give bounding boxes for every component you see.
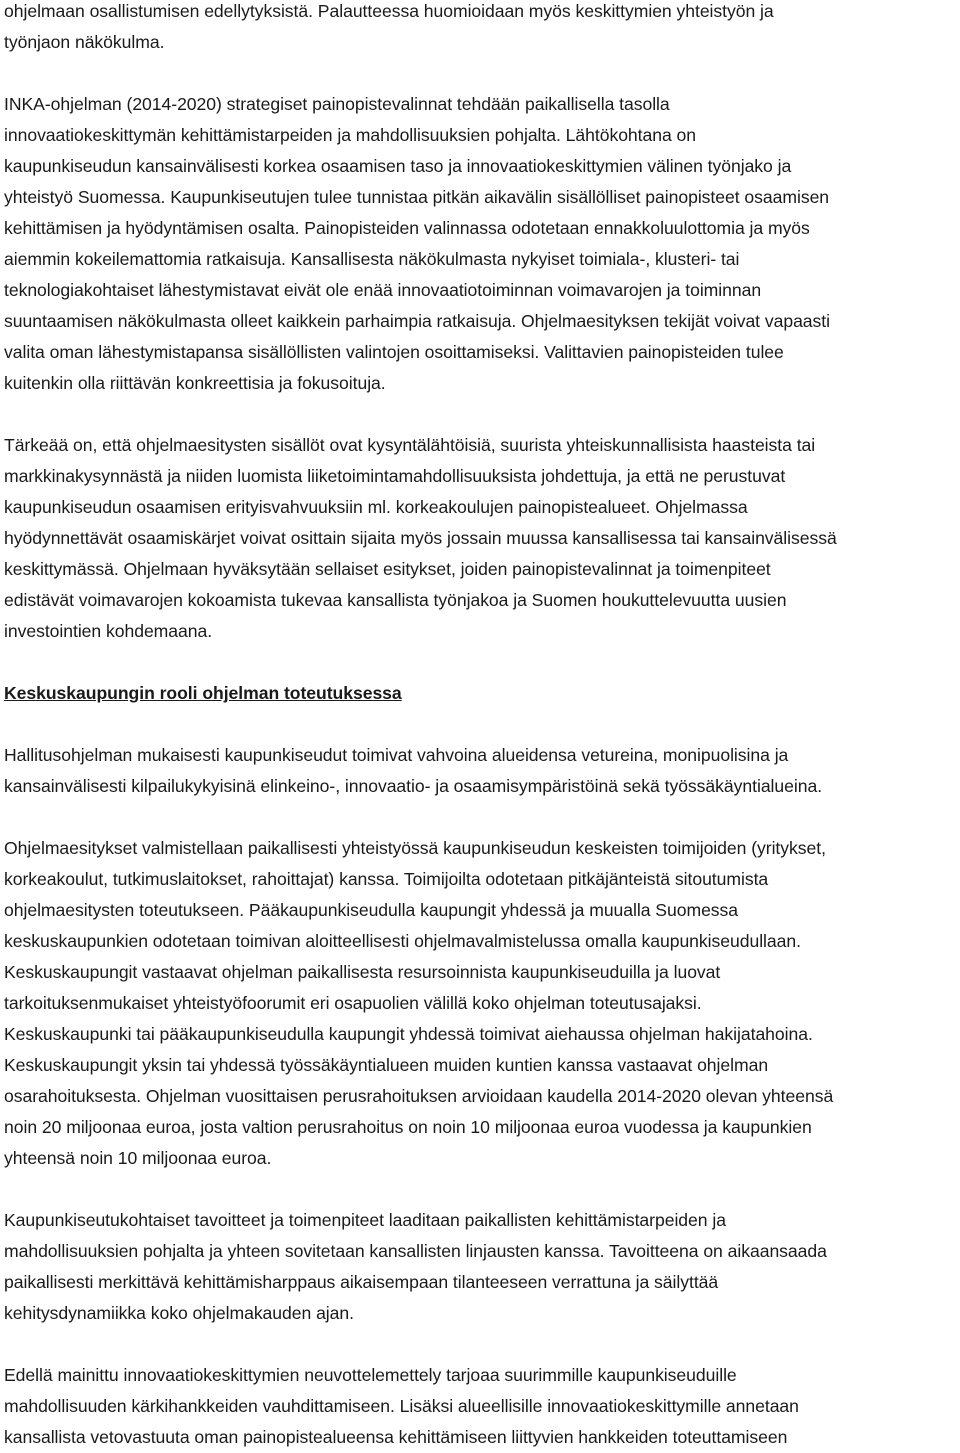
text-line: kaupunkiseudun osaamisen erityisvahvuuksiin ml. korkeakoulujen painopistealueet. Ohjelmassa — [4, 497, 748, 517]
text-line: keskittymässä. Ohjelmaan hyväksytään sellaiset esitykset, joiden painopistevalinnat ja toimenpiteet — [4, 559, 771, 579]
paragraph-3 — [4, 430, 956, 647]
text-line: Keskuskaupungit yksin tai yhdessä työssäkäyntialueen muiden kuntien kanssa vastaavat ohjelman — [4, 1055, 769, 1075]
text-line: edistävät voimavarojen kokoamista tukevaa kansallista työnjakoa ja Suomen houkuttelevuutta uusien — [4, 590, 787, 610]
text-line: paikallisesti merkittävä kehittämisharppaus aikaisempaan tilanteeseen verrattuna ja säilyttää — [4, 1272, 719, 1292]
text-line: noin 20 miljoonaa euroa, josta valtion perusrahoitus on noin 10 miljoonaa euroa vuodessa ja kaupunkien — [4, 1117, 812, 1137]
text-line: mahdollisuuden kärkihankkeiden vauhdittamiseen. Lisäksi alueellisille innovaatiokeskittymille annetaan — [4, 1396, 799, 1416]
text-line: hyödynnettävät osaamiskärjet voivat osittain sijaita myös jossain muussa kansallisessa tai kansainvälisessä — [4, 528, 837, 548]
text-line: teknologiakohtaiset lähestymistavat eivät ole enää innovaatiotoiminnan voimavarojen ja toiminnan — [4, 280, 762, 300]
text-line: valita oman lähestymistapansa sisällöllisten valintojen osoittamiseksi. Valittavien painopisteiden tulee — [4, 342, 784, 362]
paragraph-7 — [4, 1360, 956, 1453]
text-line: INKA-ohjelman (2014-2020) strategiset painopistevalinnat tehdään paikallisella tasolla — [4, 94, 670, 114]
text-line: Ohjelmaesitykset valmistellaan paikallisesti yhteistyössä kaupunkiseudun keskeisten toimijoiden (yritykset, — [4, 838, 826, 858]
paragraph-gap — [4, 399, 956, 430]
text-line: kansallista vetovastuuta oman painopistealueensa kehittämiseen liittyvien hankkeiden toteuttamiseen — [4, 1427, 788, 1447]
text-line: Kaupunkiseutukohtaiset tavoitteet ja toimenpiteet laaditaan paikallisten kehittämistarpeiden ja — [4, 1210, 726, 1230]
paragraph-1 — [4, 0, 956, 58]
text-line: yhteistyö Suomessa. Kaupunkiseutujen tulee tunnistaa pitkän aikavälin sisällölliset painopisteet osaamisen — [4, 187, 830, 207]
text-line: korkeakoulut, tutkimuslaitokset, rahoittajat) kanssa. Toimijoilta odotetaan pitkäjänteistä sitoutumista — [4, 869, 769, 889]
text-line: Hallitusohjelman mukaisesti kaupunkiseudut toimivat vahvoina alueidensa vetureina, monipuolisina ja — [4, 745, 789, 765]
text-line: markkinakysynnästä ja niiden luomista liiketoimintamahdollisuuksista johdettuja, ja että ne perustuvat — [4, 466, 786, 486]
paragraph-gap — [4, 1174, 956, 1205]
paragraph-6 — [4, 1205, 956, 1329]
paragraph-4 — [4, 740, 956, 802]
text-line: kehitysdynamiikka koko ohjelmakauden ajan. — [4, 1303, 354, 1323]
text-line: innovaatiokeskittymän kehittämistarpeiden ja mahdollisuuksien pohjalta. Lähtökohtana on — [4, 125, 697, 145]
paragraph-gap — [4, 647, 956, 678]
text-line: työnjaon näkökulma. — [4, 32, 165, 52]
text-line: Tärkeää on, että ohjelmaesitysten sisällöt ovat kysyntälähtöisiä, suurista yhteiskunnallisista haasteista tai — [4, 435, 816, 455]
text-line: osarahoituksesta. Ohjelman vuosittaisen perusrahoituksen arvioidaan kaudella 2014-2020 olevan yhteensä — [4, 1086, 834, 1106]
text-line: ohjelmaesitysten toteutukseen. Pääkaupunkiseudulla kaupungit yhdessä ja muualla Suomessa — [4, 900, 739, 920]
paragraph-2 — [4, 89, 956, 399]
text-line: tarkoituksenmukaiset yhteistyöfoorumit eri osapuolien välillä koko ohjelman toteutusajaksi. — [4, 993, 702, 1013]
paragraph-gap — [4, 709, 956, 740]
paragraph-5 — [4, 833, 956, 1174]
text-line: investointien kohdemaana. — [4, 621, 213, 641]
text-line: kaupunkiseudun kansainvälisesti korkea osaamisen taso ja innovaatiokeskittymien välinen työnjako ja — [4, 156, 792, 176]
paragraph-gap — [4, 58, 956, 89]
text-line: kansainvälisesti kilpailukykyisinä elinkeino-, innovaatio- ja osaamisympäristöinä sekä työssäkäyntialueina. — [4, 776, 823, 796]
text-line: yhteensä noin 10 miljoonaa euroa. — [4, 1148, 272, 1168]
text-line: mahdollisuuksien pohjalta ja yhteen sovitetaan kansallisten linjausten kanssa. Tavoitteena on aikaansaada — [4, 1241, 827, 1261]
text-line: Keskuskaupunki tai pääkaupunkiseudulla kaupungit yhdessä toimivat aiehaussa ohjelman hakijatahoina. — [4, 1024, 813, 1044]
text-line: kuitenkin olla riittävän konkreettisia ja fokusoituja. — [4, 373, 386, 393]
text-line: Keskuskaupungit vastaavat ohjelman paikallisesta resursoinnista kaupunkiseuduilla ja luovat — [4, 962, 721, 982]
text-line: Edellä mainittu innovaatiokeskittymien neuvottelemettely tarjoaa suurimmille kaupunkiseuduille — [4, 1365, 737, 1385]
text-line: kehittämisen ja hyödyntämisen osalta. Painopisteiden valinnassa odotetaan ennakkoluulottomia ja myös — [4, 218, 810, 238]
paragraph-gap — [4, 1329, 956, 1360]
section-heading: Keskuskaupungin rooli ohjelman toteutuksessa — [4, 683, 402, 703]
paragraph-gap — [4, 802, 956, 833]
text-line: aiemmin kokeilemattomia ratkaisuja. Kansallisesta näkökulmasta nykyiset toimiala-, klusteri- tai — [4, 249, 740, 269]
text-line: ohjelmaan osallistumisen edellytyksistä. Palautteessa huomioidaan myös keskittymien yhteistyön ja — [4, 1, 774, 21]
text-line: keskuskaupunkien odotetaan toimivan aloitteellisesti ohjelmavalmistelussa omalla kaupunkiseudullaan. — [4, 931, 801, 951]
text-line: suuntaamisen näkökulmasta olleet kaikkein parhaimpia ratkaisuja. Ohjelmaesityksen tekijät voivat vapaasti — [4, 311, 830, 331]
